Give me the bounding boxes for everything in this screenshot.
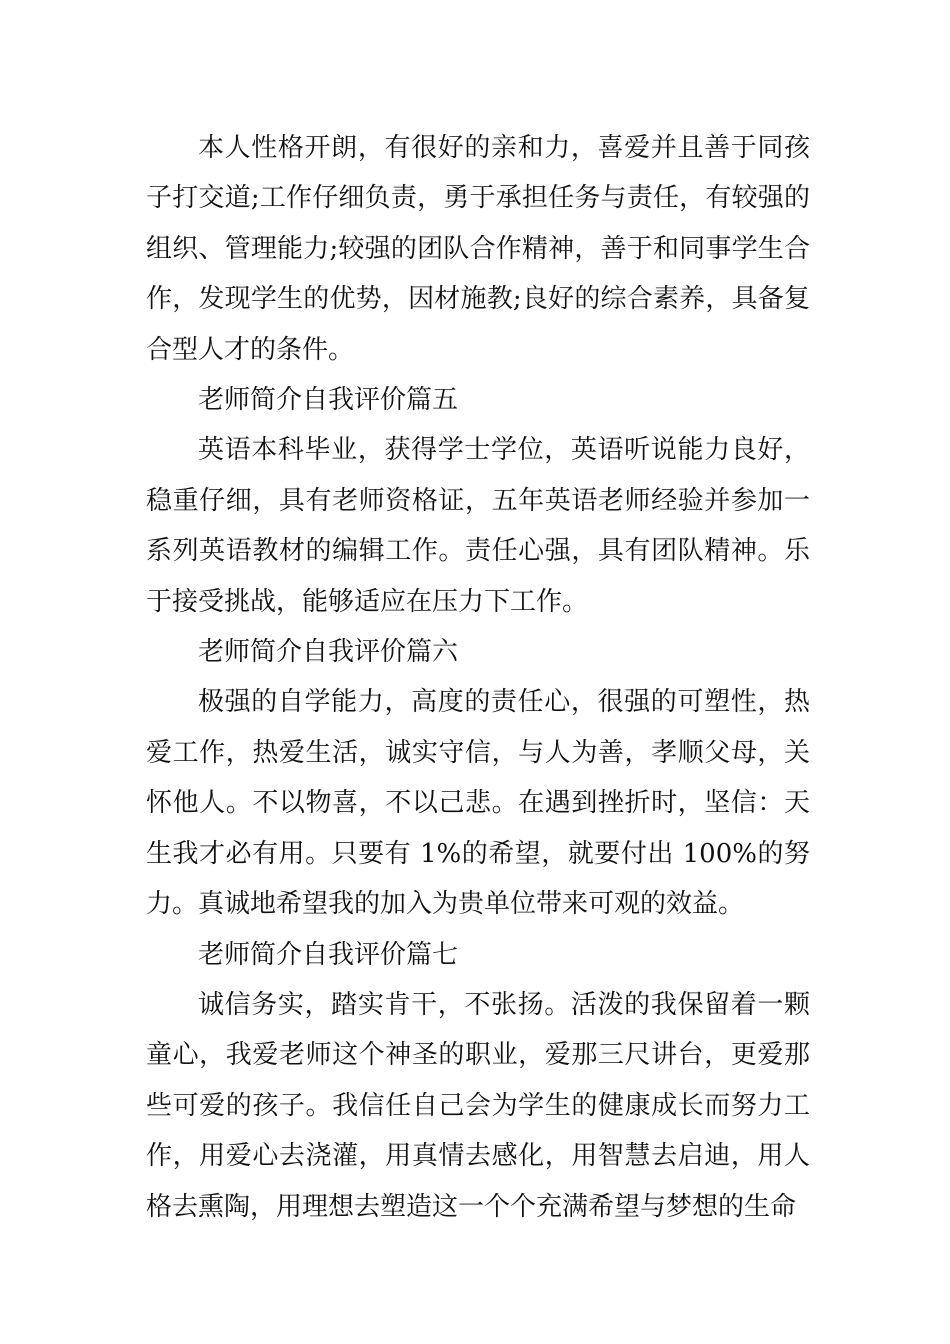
- document-body: [146, 123, 810, 1232]
- section-heading-5: 老师简介自我评价篇五: [198, 385, 459, 416]
- paragraph-section-5: 英语本科毕业，获得学士学位，英语听说能力良好，稳重仔细，具有老师资格证，五年英语老师经验并参加一系列英语教材的编辑工作。责任心强，具有团队精神。乐于接受挑战，能够适应在压力下工作。: [146, 435, 810, 617]
- paragraph-section-7: 诚信务实，踏实肯干，不张扬。活泼的我保留着一颗童心，我爱老师这个神圣的职业，爱那三尺讲台，更爱那些可爱的孩子。我信任自己会为学生的健康成长而努力工作，用爱心去浇灌，用真情去感化，用智慧去启迪，用人格去熏陶，用理想去塑造这一个个充满希望与梦想的生命: [146, 989, 810, 1222]
- section-heading-7: 老师简介自我评价篇七: [198, 939, 459, 970]
- paragraph-intro: 本人性格开朗，有很好的亲和力，喜爱并且善于同孩子打交道;工作仔细负责，勇于承担任务与责任，有较强的组织、管理能力;较强的团队合作精神，善于和同事学生合作，发现学生的优势，因材施教;良好的综合素养，具备复合型人才的条件。: [146, 133, 810, 365]
- section-heading-6: 老师简介自我评价篇六: [198, 637, 459, 668]
- paragraph-section-6: 极强的自学能力，高度的责任心，很强的可塑性，热爱工作，热爱生活，诚实守信，与人为善，孝顺父母，关怀他人。不以物喜，不以己悲。在遇到挫折时，坚信：天生我才必有用。只要有 1%的希望，就要付出 100%的努力。真诚地希望我的加入为贵单位带来可观的效益。: [146, 687, 810, 920]
